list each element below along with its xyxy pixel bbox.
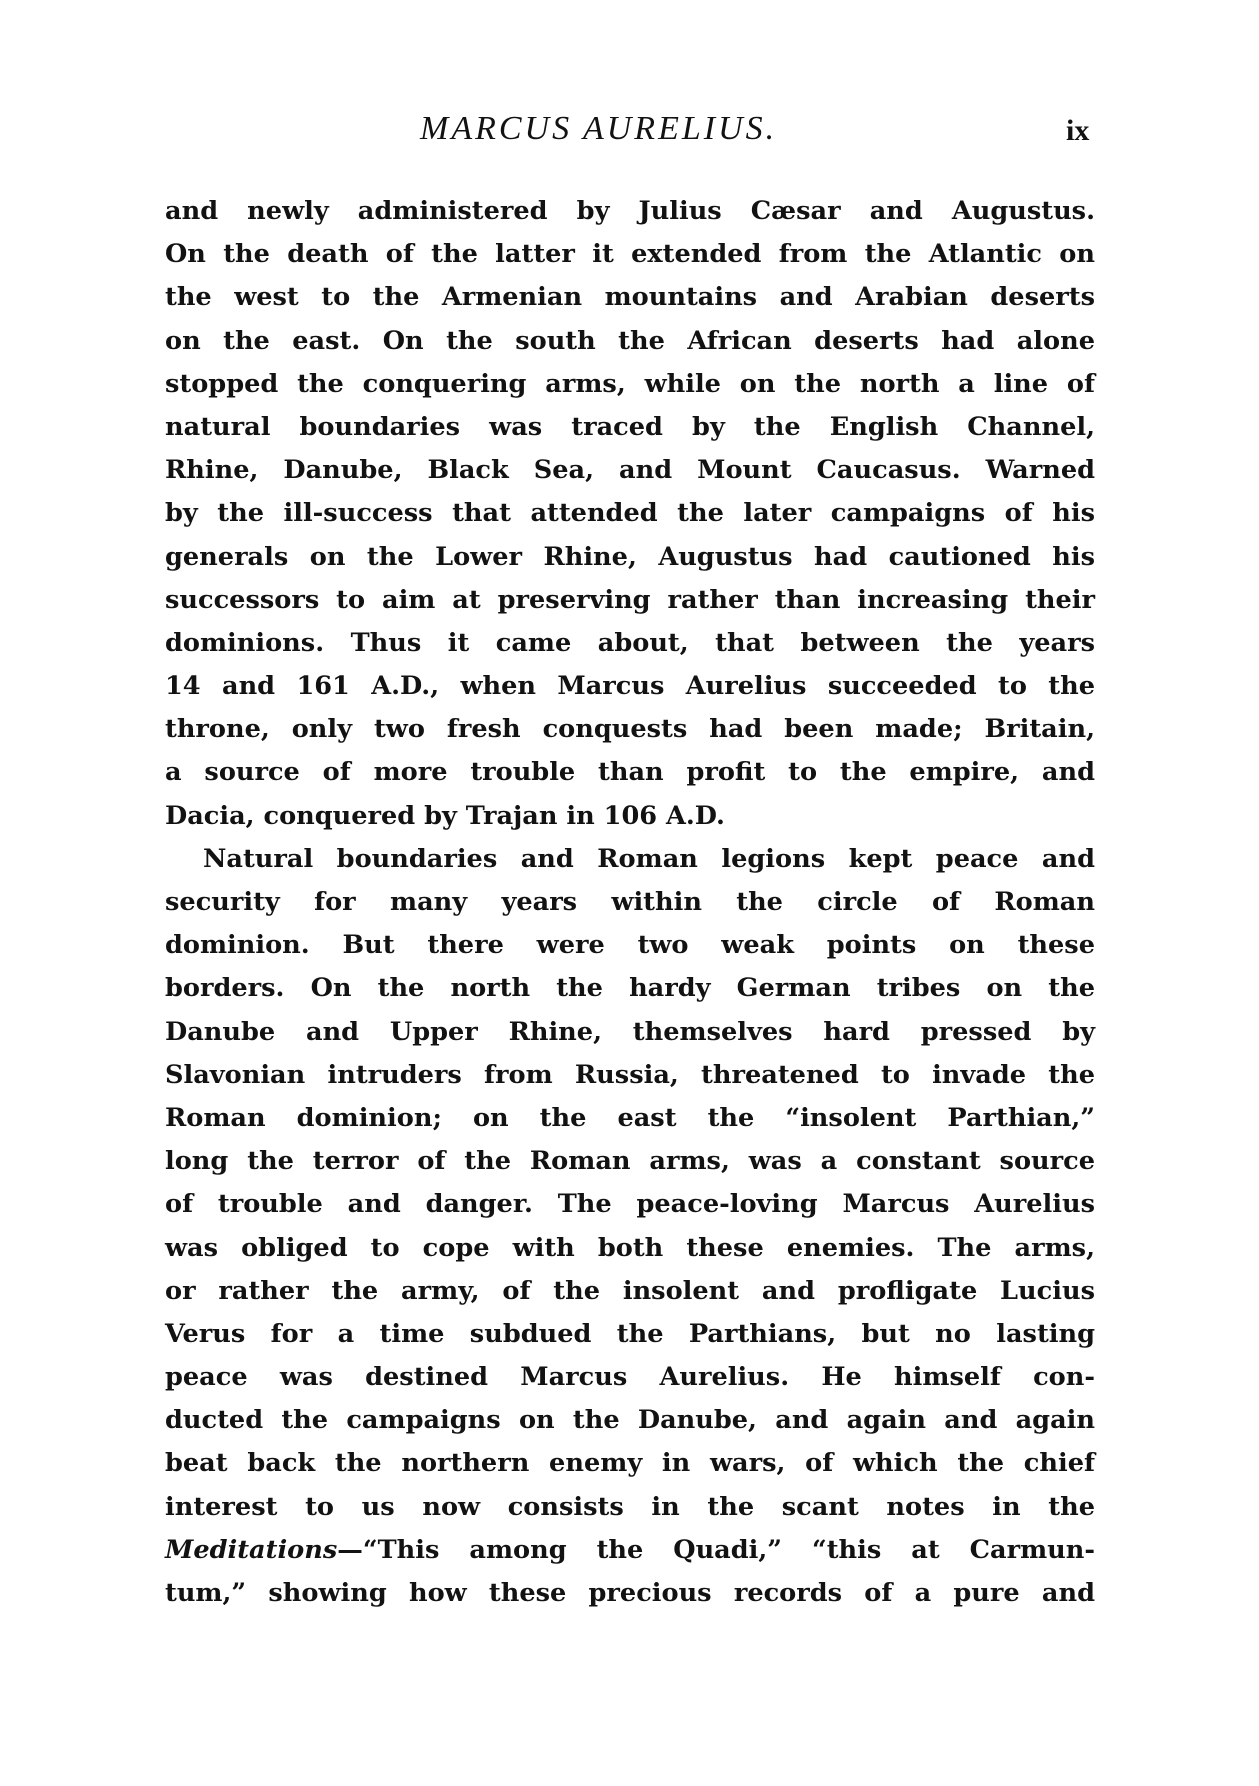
text-line: 14 and 161 A.D., when Marcus Aurelius succeeded to the [165,671,1095,702]
text-line: or rather the army, of the insolent and profligate Lucius [165,1275,1095,1306]
text-line: natural boundaries was traced by the English Channel, [165,411,1095,442]
text-line-meditations [165,1529,1095,1572]
text-line: dominions. Thus it came about, that between the years [165,627,1095,658]
text-line: by the ill-success that attended the later campaigns of his [165,498,1095,529]
text-line: successors to aim at preserving rather than increasing their [165,584,1095,615]
text-line: of trouble and danger. The peace-loving Marcus Aurelius [165,1189,1095,1220]
text-line: was obliged to cope with both these enemies. The arms, [165,1232,1095,1263]
text-line: borders. On the north the hardy German tribes on the [165,973,1095,1004]
running-head [0,110,1259,160]
running-title: MARCUS AURELIUS. [420,110,778,147]
text-line: on the east. On the south the African deserts had alone [165,325,1095,356]
text-line: a source of more trouble than profit to the empire, and [165,757,1095,788]
text-line: and newly administered by Julius Cæsar and Augustus. [165,196,1095,226]
text-line: ducted the campaigns on the Danube, and again and again [165,1405,1095,1436]
text-line: interest to us now consists in the scant notes in the [165,1491,1095,1522]
text-line: On the death of the latter it extended from the Atlantic on [165,239,1095,270]
text-line: Verus for a time subdued the Parthians, but no lasting [165,1318,1095,1349]
meditations-quote: —“This among the Quadi,” “this at Carmun- [337,1534,1095,1565]
text-line: Danube and Upper Rhine, themselves hard pressed by [165,1016,1095,1047]
text-line: stopped the conquering arms, while on the north a line of [165,368,1095,399]
text-line: tum,” showing how these precious records of a pure and [165,1578,1095,1608]
text-line: long the terror of the Roman arms, was a constant source [165,1146,1095,1177]
text-line: security for many years within the circle of Roman [165,887,1095,917]
text-line: Roman dominion; on the east the “insolent Parthian,” [165,1102,1095,1133]
page-number: ix [1066,114,1090,147]
text-line: Rhine, Danube, Black Sea, and Mount Caucasus. Warned [165,455,1095,486]
text-line: Natural boundaries and Roman legions kept peace and [203,843,1095,874]
text-line: dominion. But there were two weak points on these [165,930,1095,961]
text-line: peace was destined Marcus Aurelius. He himself con- [165,1362,1095,1393]
text-line: generals on the Lower Rhine, Augustus had cautioned his [165,541,1095,572]
text-line: beat back the northern enemy in wars, of which the chief [165,1448,1095,1479]
text-line: throne, only two fresh conquests had been made; Britain, [165,714,1095,745]
meditations-title: Meditations [165,1534,338,1565]
body-text [165,190,1095,1615]
text-line: Dacia, conquered by Trajan in 106 A.D. [165,800,725,831]
text-line: the west to the Armenian mountains and Arabian deserts [165,282,1095,313]
text-line: Slavonian intruders from Russia, threatened to invade the [165,1059,1095,1090]
